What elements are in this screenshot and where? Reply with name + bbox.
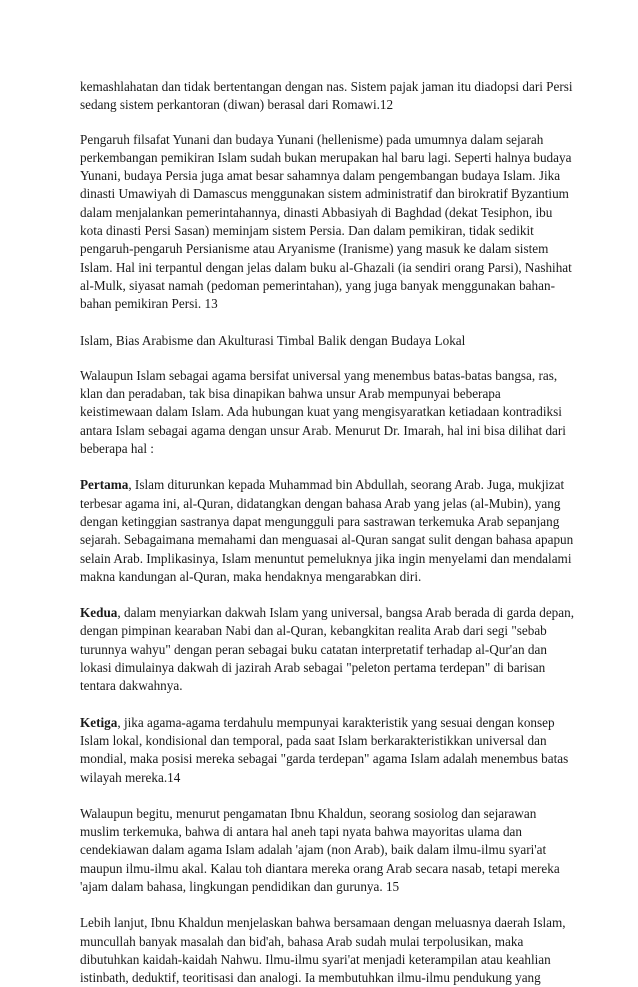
- paragraph-text: , dalam menyiarkan dakwah Islam yang universal, bangsa Arab berada di garda depan, dengan pimpinan kearaban Nabi dan al-Quran, kebangkitan realita Arab dari segi "sebab turunnya wahyu" dengan peran sebagai buku catatan interpretatif terhadap al-Qur'an dan lokasi dimulainya dakwah di jazirah Arab sebagai "peleton pertama terdepan" di barisan tentara dakwahnya.: [80, 605, 575, 694]
- paragraph-hellenism: [80, 131, 578, 314]
- point-label: Ketiga: [80, 714, 118, 730]
- section-heading-text: Islam, Bias Arabisme dan Akulturasi Timbal Balik dengan Budaya Lokal: [80, 332, 466, 348]
- paragraph-universal: [80, 367, 578, 458]
- paragraph-lebih-lanjut: [80, 914, 578, 987]
- point-label: Kedua: [80, 605, 118, 621]
- section-heading: [80, 332, 578, 350]
- point-label: Pertama: [80, 477, 129, 493]
- paragraph-text: Pengaruh filsafat Yunani dan budaya Yunani (hellenisme) pada umumnya dalam sejarah perkembangan pemikiran Islam sudah bukan merupakan hal baru lagi. Seperti halnya budaya Yunani, budaya Persia juga amat besar sahamnya dalam pengembangan budaya Islam. Jika dinasti Umawiyah di Damascus menggunakan sistem administratif dan birokratif Byzantium dalam menjalankan pemerintahannya, dinasti Abbasiyah di Baghdad (dekat Tesiphon, ibu kota dinasti Persi Sasan) meminjam sistem Persia. Dan dalam pemikiran, tidak sedikit pengaruh-pengaruh Persianisme atau Aryanisme (Iranisme) yang masuk ke dalam sistem Islam. Hal ini terpantul dengan jelas dalam buku al-Ghazali (ia sendiri orang Parsi), Nashihat al-Mulk, siyasat namah (pedoman pemerintahan), yang juga banyak menggunakan bahan- bahan pemikiran Persi. 13: [80, 131, 572, 312]
- paragraph-text: kemashlahatan dan tidak bertentangan dengan nas. Sistem pajak jaman itu diadopsi dari Persi sedang sistem perkantoran (diwan) berasal dari Romawi.12: [80, 79, 573, 113]
- paragraph-text: , Islam diturunkan kepada Muhammad bin Abdullah, seorang Arab. Juga, mukjizat terbesar agama ini, al-Quran, didatangkan dengan bahasa Arab yang jelas (al-Mubin), yang dengan ketinggian sastranya dapat mengungguli para sastrawan terkemuka Arab sepanjang sejarah. Sebagaimana memahami dan menguasai al-Quran sangat sulit dengan bahasa apapun selain Arab. Implikasinya, Islam menuntut pemeluknya jika ingin menyelami dan mendalami makna kandungan al-Quran, maka hendaknya mengarabkan diri.: [80, 477, 574, 584]
- paragraph-text: Walaupun Islam sebagai agama bersifat universal yang menembus batas-batas bangsa, ras, klan dan peradaban, tak bisa dinapikan bahwa unsur Arab mempunyai beberapa keistimewaan dalam Islam. Ada hubungan kuat yang mengisyaratkan ketiadaan kontradiksi antara Islam sebagai agama dengan unsur Arab. Menurut Dr. Imarah, hal ini bisa dilihat dari beberapa hal :: [80, 367, 566, 457]
- paragraph-kedua: [80, 604, 578, 695]
- paragraph-intro: [80, 78, 578, 115]
- paragraph-ibnu-khaldun: [80, 805, 578, 896]
- paragraph-text: Walaupun begitu, menurut pengamatan Ibnu Khaldun, seorang sosiolog dan sejarawan muslim terkemuka, bahwa di antara hal aneh tapi nyata bahwa mayoritas ulama dan cendekiawan dalam agama Islam adalah 'ajam (non Arab), baik dalam ilmu-ilmu syari'at maupun ilmu-ilmu akal. Kalau toh diantara mereka orang Arab secara nasab, tetapi mereka 'ajam dalam bahasa, lingkungan pendidikan dan gurunya. 15: [80, 805, 560, 894]
- paragraph-text: , jika agama-agama terdahulu mempunyai karakteristik yang sesuai dengan konsep Islam lokal, kondisional dan temporal, pada saat Islam berkarakteristikkan universal dan mondial, maka posisi mereka sebagai "garda terdepan" agama Islam adalah menembus batas wilayah mereka.14: [80, 714, 569, 785]
- paragraph-ketiga: [80, 714, 578, 787]
- paragraph-text: Lebih lanjut, Ibnu Khaldun menjelaskan bahwa bersamaan dengan meluasnya daerah Islam, muncullah banyak masalah dan bid'ah, bahasa Arab sudah mulai terpolusikan, maka dibutuhkan kaidah-kaidah Nahwu. Ilmu-ilmu syari'at menjadi keterampilan atau keahlian istinbath, deduktif, teoritisasi dan analogi. Ia membutuhkan ilmu-ilmu pendukung yang: [80, 915, 566, 986]
- paragraph-pertama: [80, 476, 578, 586]
